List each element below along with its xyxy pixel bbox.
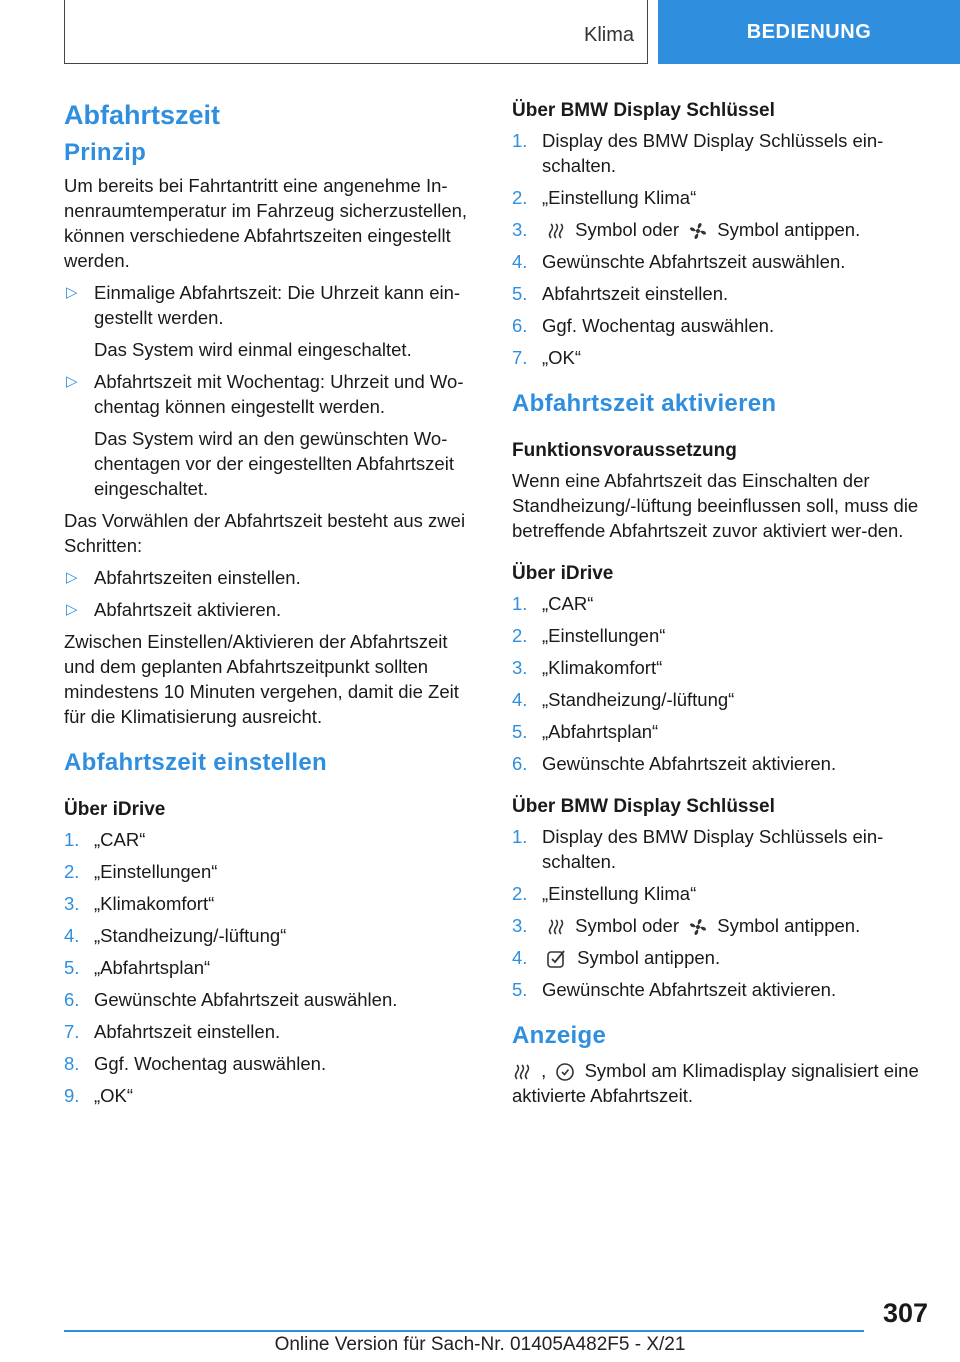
header-section: Klima <box>583 24 634 46</box>
page-number: 307 <box>882 1298 928 1328</box>
list-item: 4. „Standheizung/-lüftung“ <box>64 925 287 946</box>
note-text: Zwischen Einstellen/Aktivieren der Abfahrtszeit und dem geplanten Abfahrtszeitpunkt sollten mindestens 10 Minuten vergehen, damit die Zeit für die Klimatisierung ausreicht. <box>64 631 459 727</box>
list-item: 2. „Einstellung Klima“ <box>512 187 697 208</box>
triangle-bullet-icon: ▷ <box>66 569 78 586</box>
anzeige-heading: Anzeige <box>512 1022 607 1050</box>
list-item: 4. Gewünschte Abfahrtszeit auswählen. <box>512 251 846 272</box>
bullet-sub-text: Das System wird einmal eingeschaltet. <box>94 339 412 360</box>
bullet-text: Abfahrtszeit mit Wochentag: Uhrzeit und Wo-chentag können eingestellt werden. <box>94 371 464 417</box>
bullet-item <box>64 280 482 330</box>
key2-steps-list <box>512 824 930 1002</box>
list-item: 6. Gewünschte Abfahrtszeit auswählen. <box>64 989 398 1010</box>
list-item: 3. Symbol oder Symbol antippen. <box>512 219 861 240</box>
right-column <box>512 100 930 1115</box>
list-item: 5. Gewünschte Abfahrtszeit aktivieren. <box>512 979 837 1001</box>
bullet-item <box>64 565 482 590</box>
key1-heading: Über BMW Display Schlüssel <box>512 100 775 121</box>
list-item: 5. „Abfahrtsplan“ <box>64 957 211 978</box>
prinzip-text: Um bereits bei Fahrtantritt eine angenehme In-nenraumtemperatur im Fahrzeug sicherzustellen, können verschiedene Abfahrtszeiten eingestellt werden. <box>64 175 468 271</box>
triangle-bullet-icon: ▷ <box>66 373 78 390</box>
funktion-text: Wenn eine Abfahrtszeit das Einschalten der Standheizung/-lüftung beeinflussen soll, muss die betreffende Abfahrtszeit zuvor aktiviert wer-den. <box>512 470 919 541</box>
list-item: 9. „OK“ <box>64 1085 134 1106</box>
list-item: 3. Symbol oder Symbol antippen. <box>512 915 861 936</box>
header-box <box>64 0 648 64</box>
list-item: 4. „Standheizung/-lüftung“ <box>512 689 735 710</box>
footer-divider <box>64 1330 864 1332</box>
key2-heading: Über BMW Display Schlüssel <box>512 796 775 817</box>
footer-text: Online Version für Sach-Nr. 01405A482F5 - X/21 <box>274 1334 686 1355</box>
list-item: 7. Abfahrtszeit einstellen. <box>64 1021 281 1042</box>
idrive-steps-list-right <box>512 591 930 776</box>
list-item: 2. „Einstellungen“ <box>64 861 218 882</box>
einstellen-heading: Abfahrtszeit einstellen <box>64 749 327 776</box>
heat-icon <box>512 1062 532 1082</box>
idrive-steps-list <box>64 827 482 1108</box>
idrive-heading: Über iDrive <box>64 799 166 820</box>
funktion-heading: Funktionsvoraussetzung <box>512 440 737 461</box>
list-item: 1. „CAR“ <box>512 593 594 614</box>
list-item: 6. Gewünschte Abfahrtszeit aktivieren. <box>512 753 837 774</box>
idrive-heading-right: Über iDrive <box>512 563 614 584</box>
bullet-text: Abfahrtszeiten einstellen. <box>94 567 301 588</box>
heat-icon <box>546 917 566 937</box>
page-title: Abfahrtszeit <box>64 100 221 130</box>
bullet-item <box>64 369 482 419</box>
left-column <box>64 100 482 1115</box>
aktivieren-heading: Abfahrtszeit aktivieren <box>512 390 777 417</box>
clock-icon <box>555 1062 575 1082</box>
list-item: 3. „Klimakomfort“ <box>512 657 663 678</box>
list-item: 1. „CAR“ <box>64 829 146 850</box>
list-item: 7. „OK“ <box>512 347 582 368</box>
check-edit-icon <box>546 948 568 970</box>
fan-icon <box>688 917 708 937</box>
anzeige-text: , Symbol am Klimadisplay signalisiert eine aktivierte Abfahrtszeit. <box>512 1060 919 1107</box>
prinzip-heading: Prinzip <box>64 139 147 166</box>
list-item: 6. Ggf. Wochentag auswählen. <box>512 315 775 336</box>
list-item: 1. Display des BMW Display Schlüssels ein-schalten. <box>512 130 884 176</box>
list-item: 2. „Einstellung Klima“ <box>512 883 697 904</box>
triangle-bullet-icon: ▷ <box>66 284 78 301</box>
list-item: 5. Abfahrtszeit einstellen. <box>512 283 729 304</box>
list-item: 1. Display des BMW Display Schlüssels ein-schalten. <box>512 826 884 872</box>
list-item: 8. Ggf. Wochentag auswählen. <box>64 1053 327 1074</box>
bullet-item <box>64 597 482 622</box>
list-item: 5. „Abfahrtsplan“ <box>512 721 659 742</box>
list-item: 3. „Klimakomfort“ <box>64 893 215 914</box>
list-item: 4. Symbol antippen. <box>512 945 930 970</box>
steps-intro: Das Vorwählen der Abfahrtszeit besteht aus zwei Schritten: <box>64 510 466 556</box>
header-tab[interactable]: BEDIENUNG <box>658 0 960 64</box>
key1-steps-list <box>512 128 930 370</box>
triangle-bullet-icon: ▷ <box>66 601 78 618</box>
heat-icon <box>546 221 566 241</box>
bullet-sub-text: Das System wird an den gewünschten Wo-chentagen vor der eingestellten Abfahrtszeit eingeschaltet. <box>94 428 454 499</box>
bullet-text: Abfahrtszeit aktivieren. <box>94 599 282 620</box>
fan-icon <box>688 221 708 241</box>
bullet-text: Einmalige Abfahrtszeit: Die Uhrzeit kann ein-gestellt werden. <box>94 282 461 328</box>
list-item: 2. „Einstellungen“ <box>512 625 666 646</box>
